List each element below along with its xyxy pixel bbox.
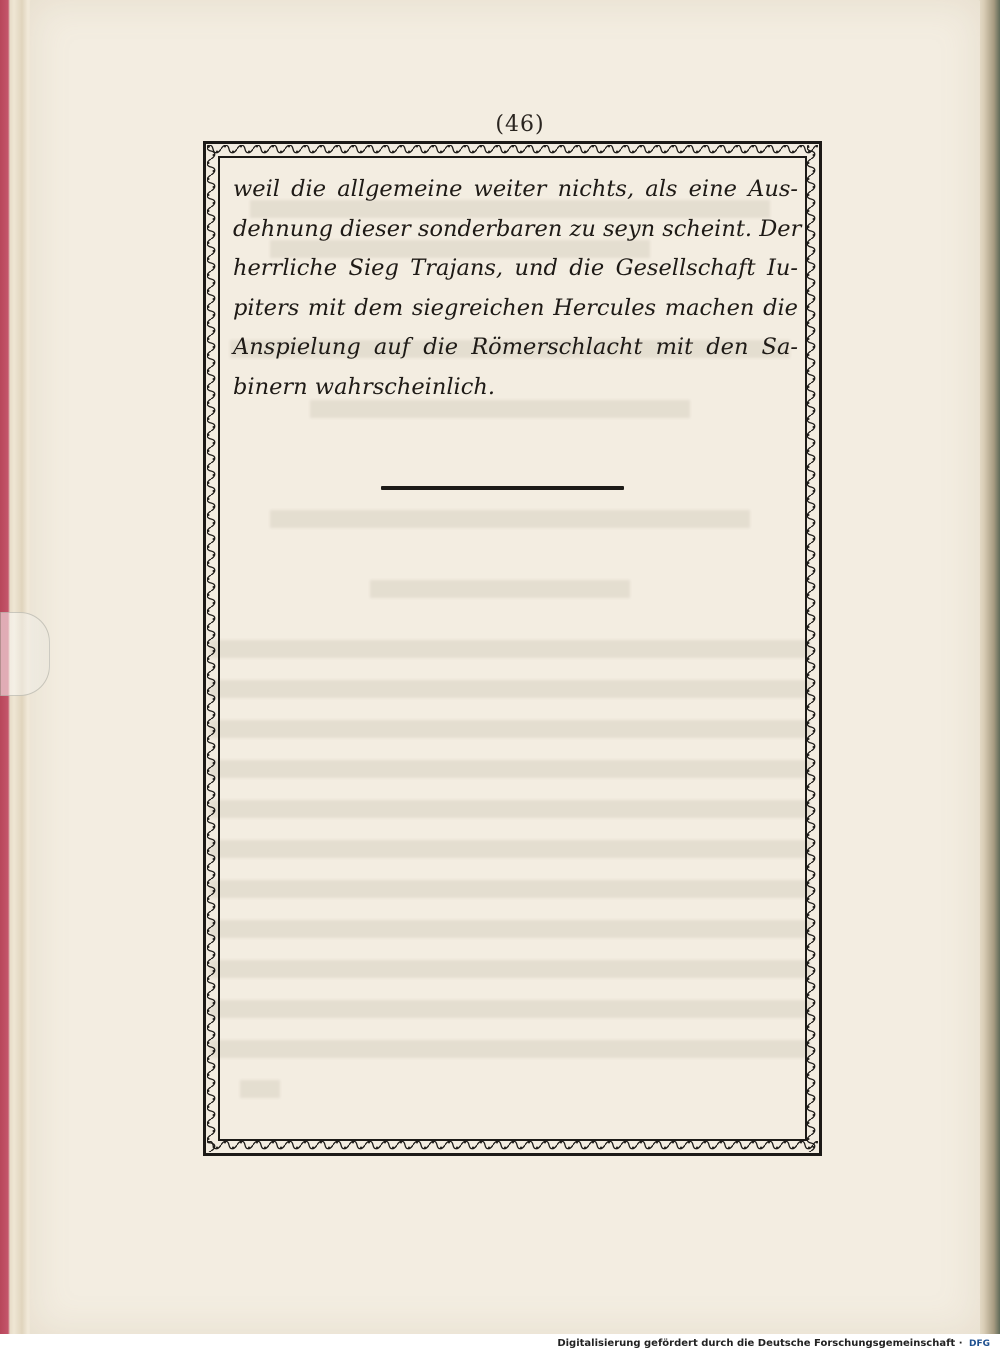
credit-text: Digitalisierung gefördert durch die Deutsche Forschungsgemeinschaft xyxy=(557,1338,956,1349)
text-line: weil die allgemeine weiter nichts, als eine Aus- xyxy=(233,176,798,202)
page-clip xyxy=(0,612,50,696)
text-line: dehnung dieser sonderbaren zu seyn scheint. Der xyxy=(233,215,802,242)
digitization-credit xyxy=(557,1338,990,1349)
page-number: (46) xyxy=(495,112,545,137)
body-text xyxy=(233,170,802,407)
text-line: Anspielung auf die Römerschlacht mit den Sa- xyxy=(233,334,798,360)
credit-separator: · xyxy=(958,1338,963,1349)
text-line: piters mit dem siegreichen Hercules machen die xyxy=(233,294,798,321)
text-line: herrliche Sieg Trajans, und die Gesellschaft Iu- xyxy=(233,255,798,281)
dfg-logo-icon: DFG xyxy=(968,1339,990,1349)
horizontal-rule xyxy=(381,486,624,490)
text-line: binern wahrscheinlich. xyxy=(233,373,496,400)
